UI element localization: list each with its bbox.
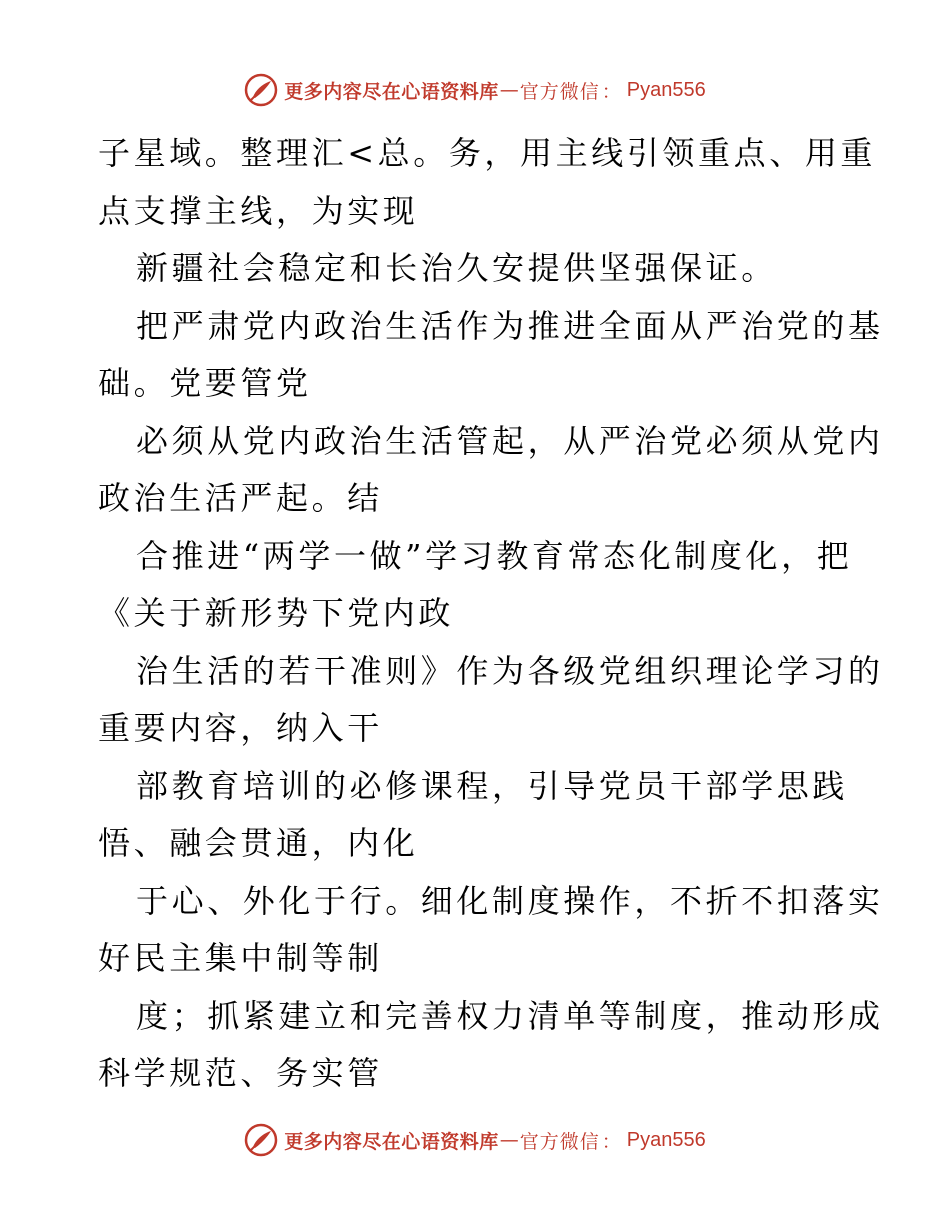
body-line: 部教育培训的必修课程，引导党员干部学思践 — [136, 766, 849, 805]
body-line: 子星域。整理汇<总。务，用主线引领重点、用重 — [98, 134, 877, 172]
banner-wechat-id: Pyan556 — [626, 78, 706, 101]
banner-separator: — — [499, 79, 519, 101]
body-line: 科学规范、务实管 — [98, 1054, 383, 1092]
header-banner — [0, 70, 950, 110]
body-line: 政治生活严起。结 — [98, 479, 383, 517]
body-line: 悟、融会贯通，内化 — [98, 824, 419, 862]
banner-title: 更多内容尽在心语资料库 — [284, 1130, 499, 1153]
body-line: 治生活的若干准则》作为各级党组织理论学习的 — [136, 651, 884, 690]
banner-colon: ： — [601, 80, 621, 103]
body-line: 把严肃党内政治生活作为推进全面从严治党的基 — [136, 306, 884, 345]
banner-title: 更多内容尽在心语资料库 — [284, 80, 499, 103]
footer-banner — [0, 1120, 950, 1160]
pen-logo-icon — [244, 73, 278, 107]
body-line: 于心、外化于行。细化制度操作，不折不扣落实 — [136, 881, 884, 920]
body-line: 合推进“两学一做”学习教育常态化制度化，把 — [136, 536, 853, 575]
banner-wechat-label: 官方微信 — [519, 80, 600, 103]
body-line: 必须从党内政治生活管起，从严治党必须从党内 — [136, 421, 884, 460]
banner-wechat-id: Pyan556 — [626, 1128, 706, 1151]
banner-wechat-label: 官方微信 — [519, 1130, 600, 1153]
document-body — [98, 125, 884, 1103]
body-line: 好民主集中制等制 — [98, 939, 383, 977]
banner-separator: — — [499, 1129, 519, 1151]
body-line: 重要内容，纳入干 — [98, 709, 383, 747]
body-line: 度；抓紧建立和完善权力清单等制度，推动形成 — [136, 996, 884, 1035]
body-line: 《关于新形势下党内政 — [98, 594, 455, 632]
body-line: 础。党要管党 — [98, 364, 312, 402]
pen-logo-icon — [244, 1123, 278, 1157]
body-line: 点支撑主线，为实现 — [98, 191, 419, 230]
banner-colon: ： — [601, 1130, 621, 1153]
body-line: 新疆社会稳定和长治久安提供坚强保证。 — [136, 249, 777, 287]
